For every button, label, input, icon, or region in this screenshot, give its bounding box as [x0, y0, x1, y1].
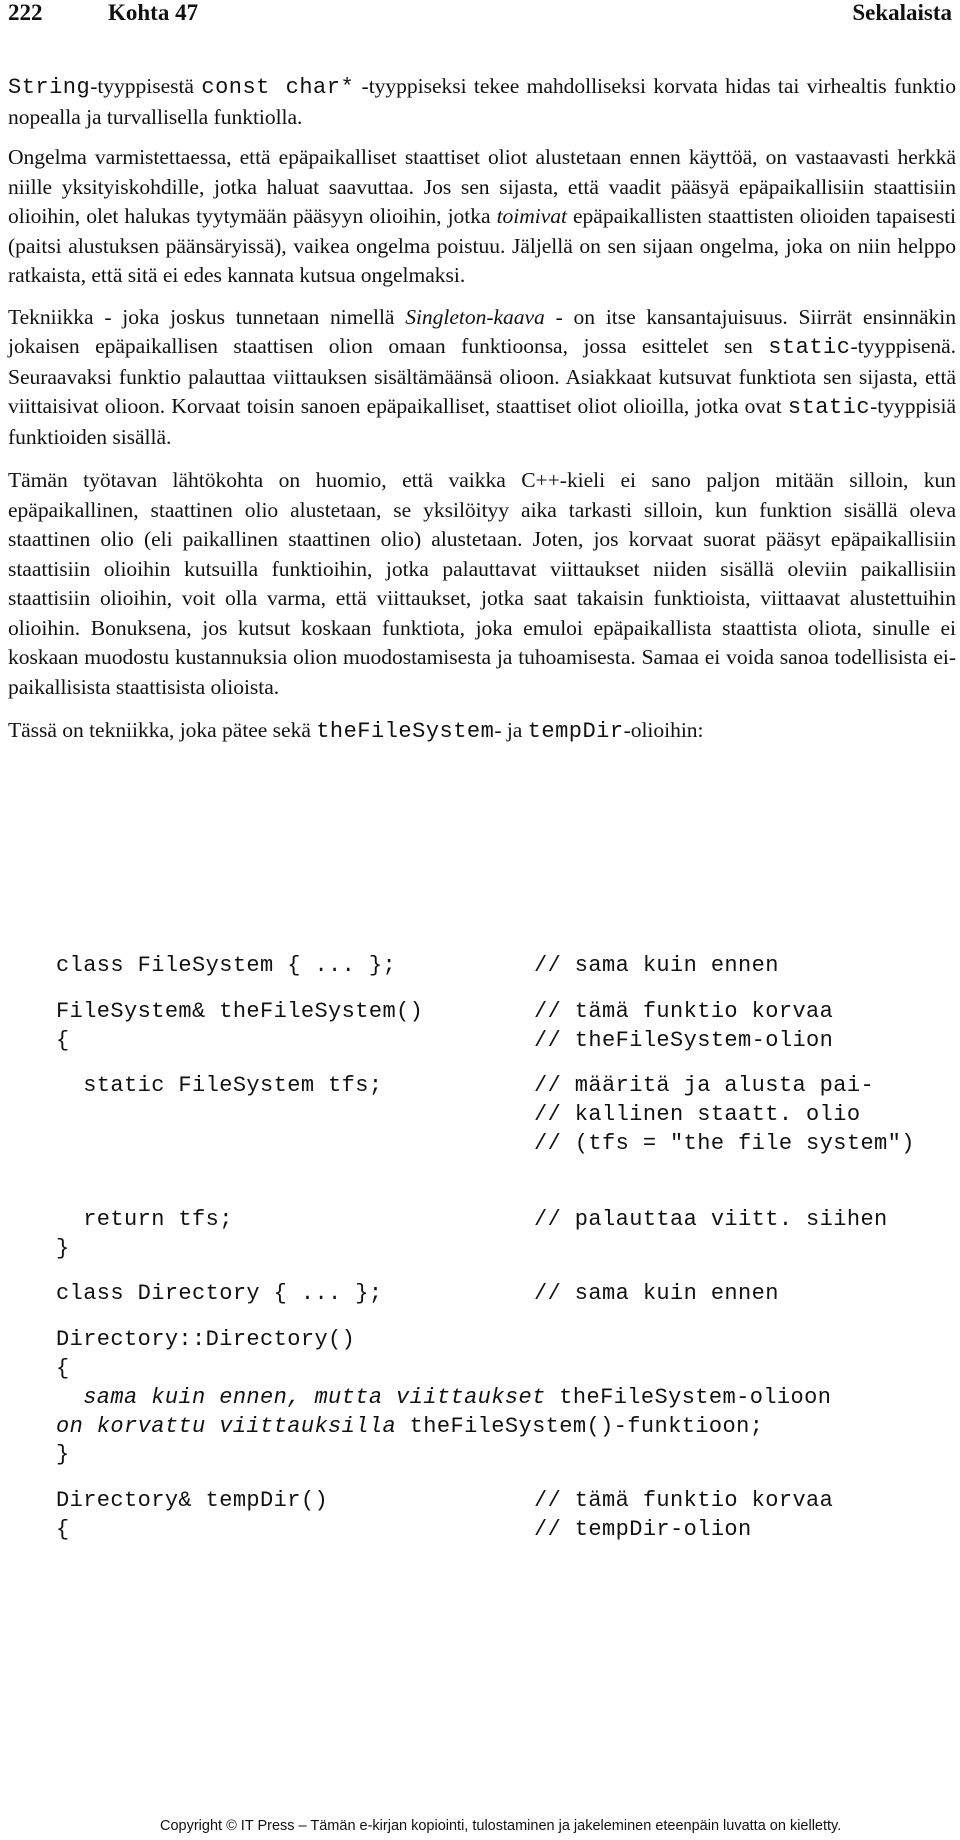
code-comment: // theFileSystem-olion: [534, 1027, 834, 1053]
code-term: static: [768, 335, 851, 360]
code-text: {: [56, 1027, 70, 1053]
code-text: {: [56, 1516, 70, 1542]
code-comment: // kallinen staatt. olio: [534, 1102, 861, 1128]
code-term: const char*: [201, 75, 355, 100]
code-line: [56, 1487, 915, 1516]
code-line: [56, 1130, 915, 1159]
text-run: Tekniikka - joka joskus tunnetaan nimellä: [8, 304, 406, 329]
code-prose: on korvattu viittauksilla: [56, 1413, 397, 1439]
emphasis: toimivat: [496, 204, 567, 228]
code-comment: // (tfs = "the file system"): [534, 1130, 915, 1156]
code-text: {: [56, 1355, 70, 1381]
code-spacer: [56, 1055, 915, 1072]
running-header: [8, 0, 952, 28]
code-line: [56, 1235, 915, 1264]
code-spacer: [56, 981, 915, 998]
text-run: - on itse kansantajuisuus. Siirrät ensinnäkin jokaisen epäpaikallisen staattisen olion omaan funktioonsa, jossa esittelet sen: [8, 304, 956, 358]
text-run: - ja: [494, 718, 528, 742]
code-line: [56, 1206, 915, 1235]
code-text: theFileSystem-olioon: [545, 1384, 832, 1410]
text-run: Tässä on tekniikka, joka pätee sekä: [8, 718, 317, 742]
section-title: Sekalaista: [852, 0, 952, 25]
text-run: -olioihin:: [623, 718, 704, 742]
text-run: -tyyppisestä: [90, 74, 202, 98]
code-line: [56, 1101, 915, 1130]
text-run: Ongelma varmistettaessa, että epäpaikalliset staattiset oliot alustetaan ennen käyttöä, on vastaavasti herkkä niille yksityiskohdille, jotka haluat saavuttaa. Jos sen sijasta, että vaadit pääsyä epäpaikallisiin staattisiin olioihin, olet halukas tyytymään pääsyyn olioihin, jotka: [8, 145, 956, 228]
code-text: FileSystem& theFileSystem(): [56, 998, 424, 1024]
chapter-title: Kohta 47: [108, 0, 199, 25]
code-line: [56, 1280, 915, 1309]
code-spacer: [56, 1159, 915, 1206]
code-comment: // tämä funktio korvaa: [534, 998, 834, 1024]
code-text: Directory& tempDir(): [56, 1488, 329, 1514]
paragraph-3: [8, 303, 956, 453]
code-comment: // tempDir-olion: [534, 1516, 752, 1542]
code-comment: // sama kuin ennen: [534, 1281, 779, 1307]
code-spacer: [56, 1470, 915, 1487]
code-comment: // määritä ja alusta pai-: [534, 1073, 875, 1099]
code-spacer: [56, 1309, 915, 1326]
code-text: }: [56, 1235, 70, 1261]
code-text: theFileSystem()-funktioon;: [396, 1413, 764, 1439]
code-line: [56, 1413, 915, 1442]
code-line: [56, 1072, 915, 1101]
code-text: Directory::Directory(): [56, 1327, 356, 1353]
code-comment: // palauttaa viitt. siihen: [534, 1206, 888, 1232]
code-term: String: [8, 75, 91, 100]
code-comment: // tämä funktio korvaa: [534, 1488, 834, 1514]
code-spacer: [56, 1263, 915, 1280]
text-run: epäpaikallisten staattisten olioiden tapaisesti (paitsi alustuksen päänsäryissä), vaikea ongelma poistuu. Jäljellä on sen sijaan ongelma, joka on niin helppo ratkaista, että sitä ei edes kannata kutsua ongelmaksi.: [8, 204, 956, 287]
code-line: [56, 1027, 915, 1056]
paragraph-1: [8, 72, 956, 132]
code-line: [56, 1516, 915, 1545]
code-listing: [56, 952, 915, 1545]
code-line: [56, 1441, 915, 1470]
body-text: [8, 72, 956, 757]
copyright-footer: Copyright © IT Press – Tämän e-kirjan kopiointi, tulostaminen ja jakeleminen eteenpäin luvatta on kielletty.: [160, 1818, 842, 1834]
paragraph-2: [8, 143, 956, 291]
code-text: }: [56, 1442, 70, 1468]
code-term: static: [787, 395, 871, 420]
code-text: class Directory { ... };: [56, 1281, 383, 1307]
emphasis: Singleton-kaava: [405, 304, 545, 329]
paragraph-4: [8, 466, 956, 702]
text-run: -tyyppisiä funktioiden sisällä.: [8, 394, 956, 449]
text-run: -tyyppisenä. Seuraavaksi funktio palauttaa viittauksen sisältämäänsä olioon. Asiakkaat kutsuvat funktiota sen sijasta, että viittaisivat olioon. Korvaat toisin sanoen epäpaikalliset, staattiset oliot olioilla, jotka ovat: [8, 334, 956, 418]
code-line: [56, 998, 915, 1027]
code-line: [56, 1384, 915, 1413]
paragraph-5: [8, 716, 956, 747]
code-prose: sama kuin ennen, mutta viittaukset: [56, 1384, 546, 1410]
code-text: return tfs;: [56, 1206, 233, 1232]
code-text: static FileSystem tfs;: [56, 1073, 383, 1099]
code-comment: // sama kuin ennen: [534, 953, 779, 978]
page-number: 222: [8, 0, 43, 25]
text-run: Tämän työtavan lähtökohta on huomio, että vaikka C++-kieli ei sano paljon mitään silloin, kun epäpaikallinen, staattinen olio alustetaan, se yksilöityy aika tarkasti silloin, kun funktion sisällä oleva staattinen olio (eli paikallinen staattinen olio) alustetaan. Joten, jos korvaat suorat pääsyt epäpaikallisiin staattisiin olioihin kutsuilla funktioihin, jotka palauttavat viittaukset niiden sisällä oleviin paikallisiin staattisiin olioihin, voit olla varma, että viittaukset, jotka saat takaisin funktioista, viittaavat alustettuihin olioihin. Bonuksena, jos kutsut koskaan funktiota, joka emuloi epäpaikallista staattista oliota, sinulle ei koskaan muodostu kustannuksia olion muodostamisesta ja tuhoamisesta. Samaa ei voida sanoa todellisista ei-paikallisista staattisista olioista.: [8, 468, 956, 699]
code-line: [56, 952, 915, 981]
text-run: -tyyppiseksi tekee mahdolliseksi korvata hidas tai virhealtis funktio nopealla ja turvallisella funktiolla.: [8, 74, 956, 129]
code-term: tempDir: [527, 719, 624, 744]
code-line: [56, 1355, 915, 1384]
code-line: [56, 1326, 915, 1355]
code-text: class FileSystem { ... };: [56, 953, 397, 978]
code-term: theFileSystem: [316, 719, 495, 744]
